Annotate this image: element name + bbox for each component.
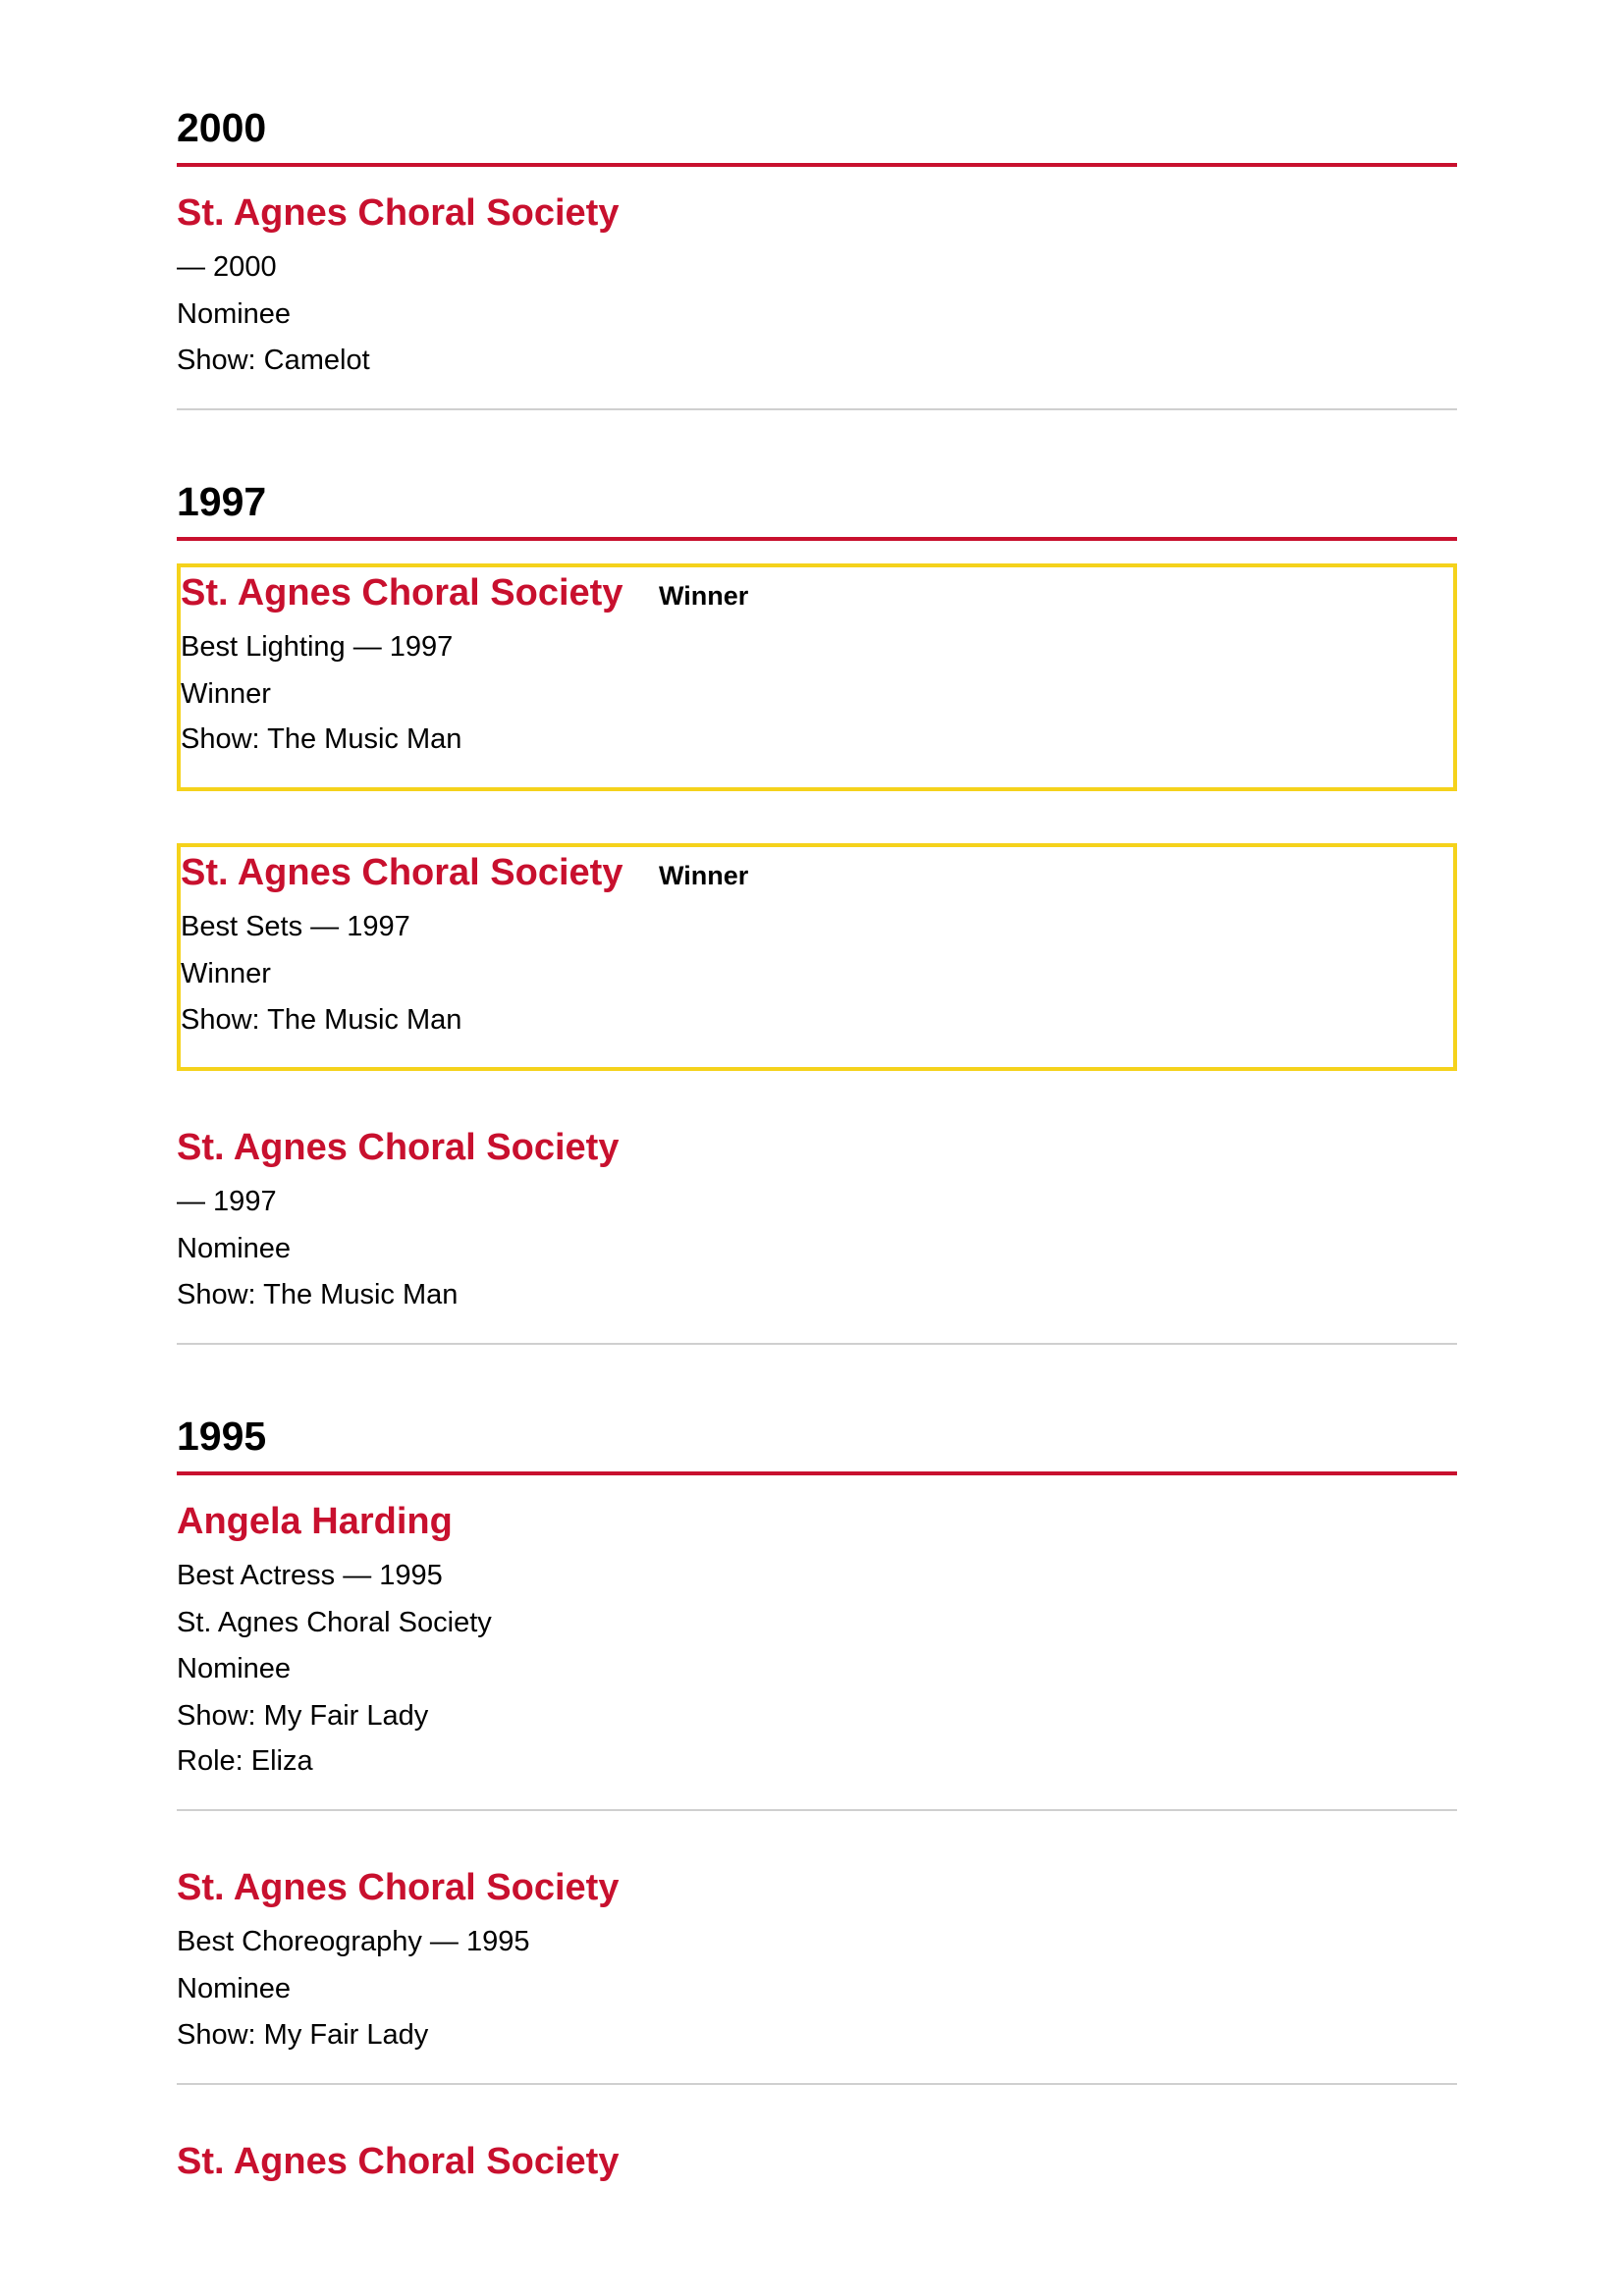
year-heading: 1997 xyxy=(177,479,267,524)
award-show: Show: My Fair Lady xyxy=(177,1700,429,1732)
award-role: Role: Eliza xyxy=(177,1745,313,1777)
award-category-year: Best Actress — 1995 xyxy=(177,1560,443,1591)
award-show: Show: The Music Man xyxy=(181,723,462,755)
entry-name-link[interactable]: Angela Harding xyxy=(177,1501,453,1542)
award-status: Nominee xyxy=(177,1973,292,2004)
award-status: Nominee xyxy=(177,1653,292,1684)
winner-badge: Winner xyxy=(659,861,749,890)
award-category-year: — 2000 xyxy=(177,251,277,283)
award-status: Winner xyxy=(181,678,271,710)
entry-name-link[interactable]: St. Agnes Choral Society xyxy=(177,192,620,234)
entry-divider xyxy=(177,2083,1457,2085)
award-show: Show: The Music Man xyxy=(181,1004,462,1036)
award-show: Show: My Fair Lady xyxy=(177,2019,429,2051)
award-category-year: Best Choreography — 1995 xyxy=(177,1926,530,1957)
entry-name-link[interactable]: St. Agnes Choral Society xyxy=(181,572,623,614)
winner-badge: Winner xyxy=(659,581,749,611)
award-status: Nominee xyxy=(177,298,292,330)
entry-name-link[interactable]: St. Agnes Choral Society xyxy=(181,852,623,893)
award-company: St. Agnes Choral Society xyxy=(177,1607,492,1638)
entry-name-link[interactable]: St. Agnes Choral Society xyxy=(177,1867,620,1908)
year-heading: 1995 xyxy=(177,1414,267,1459)
award-category-year: Best Lighting — 1997 xyxy=(181,631,454,663)
award-show: Show: The Music Man xyxy=(177,1279,459,1310)
year-heading: 2000 xyxy=(177,105,267,150)
award-category-year: Best Sets — 1997 xyxy=(181,911,410,942)
award-category-year: — 1997 xyxy=(177,1186,277,1217)
year-divider xyxy=(177,1471,1457,1475)
award-status: Winner xyxy=(181,958,271,989)
year-divider xyxy=(177,163,1457,167)
entry-name-link[interactable]: St. Agnes Choral Society xyxy=(177,1127,620,1168)
entry-divider xyxy=(177,1809,1457,1811)
award-status: Nominee xyxy=(177,1233,292,1264)
year-divider xyxy=(177,537,1457,541)
entry-divider xyxy=(177,1343,1457,1345)
award-show: Show: Camelot xyxy=(177,345,370,376)
entry-name-link[interactable]: St. Agnes Choral Society xyxy=(177,2141,620,2182)
entry-divider xyxy=(177,408,1457,410)
